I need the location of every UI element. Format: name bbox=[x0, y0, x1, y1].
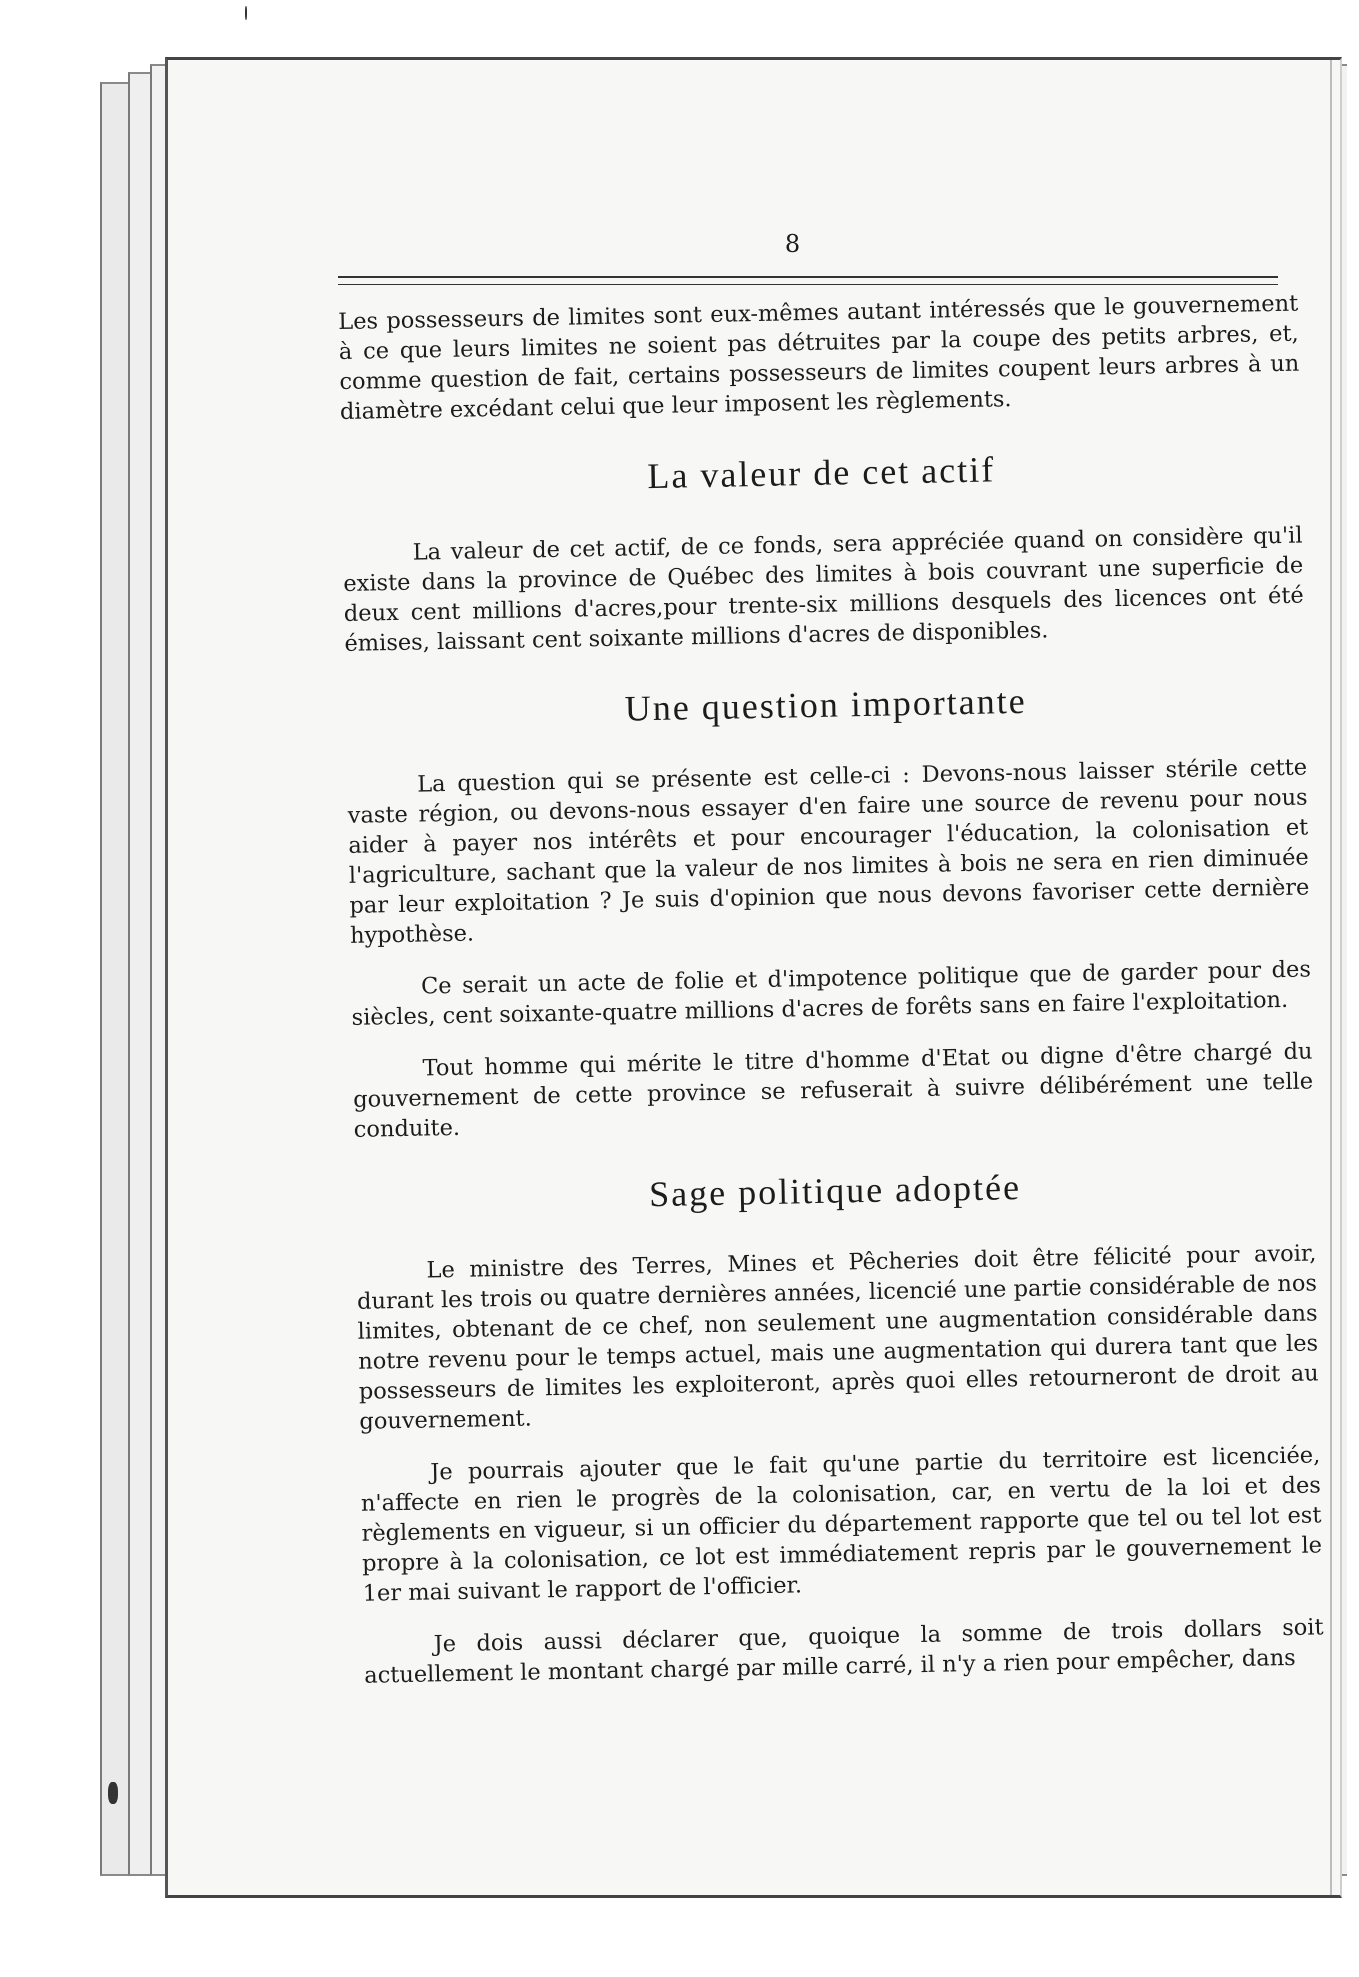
scan-speck bbox=[108, 1782, 118, 1804]
document-page bbox=[165, 57, 1342, 1898]
body-paragraph: La question qui se présente est celle-ci : Devons-nous laisser stérile cette vaste région, ou devons-nous essayer d'en faire une source de revenu pour nous aider à payer nos intérêts et pour encourager l'éducation, la colonisation et l'agriculture, sachant que la valeur de nos limites à bois ne sera en rien diminuée par leur exploitation ? Je suis d'opinion que nous devons favoriser cette dernière hypothèse. bbox=[347, 754, 1310, 949]
body-paragraph: Le ministre des Terres, Mines et Pêcheries doit être félicité pour avoir, durant les trois ou quatre dernières années, licencié une partie considérable de nos limites, obtenant de ce chef, non seulement une augmentation considérable dans notre revenu pour le temps actuel, mais une augmentation qui durera tant que les possesseurs de limites les exploiteront, après quoi elles retourneront de droit au gouvernement. bbox=[356, 1240, 1319, 1435]
body-paragraph: Je pourrais ajouter que le fait qu'une partie du territoire est licenciée, n'affecte en rien le progrès de la colonisation, car, en vertu de la loi et des règlements en vigueur, si un officier du département rapporte que tel ou tel lot est propre à la colonisation, ce lot est immédiatement repris par le gouvernement le 1er mai suivant le rapport de l'officier. bbox=[360, 1442, 1323, 1607]
section-heading-valeur: La valeur de cet actif bbox=[647, 449, 996, 497]
intro-paragraph: Les possesseurs de limites sont eux-mêmes autant intéressés que le gouvernement à ce que leurs limites ne soient pas détruites par la coupe des petits arbres, et, comme question de fait, certains possesseurs de limites coupent leurs arbres à un diamètre excédant celui que leur imposent les règlements. bbox=[338, 290, 1300, 425]
body-paragraph: La valeur de cet actif, de ce fonds, sera appréciée quand on considère qu'il existe dans la province de Québec des limites à bois couvrant une superficie de deux cent millions d'acres,pour trente-six millions desquels des licences ont été émises, laissant cent soixante millions d'acres de disponibles. bbox=[343, 522, 1304, 657]
body-paragraph: Ce serait un acte de folie et d'impotence politique que de garder pour des siècles, cent soixante-quatre millions d'acres de forêts sans en faire l'exploitation. bbox=[351, 956, 1312, 1031]
scan-speck bbox=[245, 6, 247, 20]
body-paragraph: Je dois aussi déclarer que, quoique la somme de trois dollars soit actuellement le montant chargé par mille carré, il n'y a rien pour empêcher, dans bbox=[364, 1614, 1324, 1689]
body-paragraph: Tout homme qui mérite le titre d'homme d'Etat ou digne d'être chargé du gouvernement de cette province se refuserait à suivre délibérément une telle conduite. bbox=[352, 1038, 1314, 1143]
section-heading-question: Une question importante bbox=[624, 680, 1028, 729]
text-block bbox=[338, 289, 1324, 1691]
page-number: 8 bbox=[784, 230, 802, 258]
page-content bbox=[338, 230, 1324, 1713]
section-heading-politique: Sage politique adoptée bbox=[648, 1167, 1022, 1215]
header-rule bbox=[338, 276, 1278, 285]
page-right-edge bbox=[1330, 60, 1332, 1895]
